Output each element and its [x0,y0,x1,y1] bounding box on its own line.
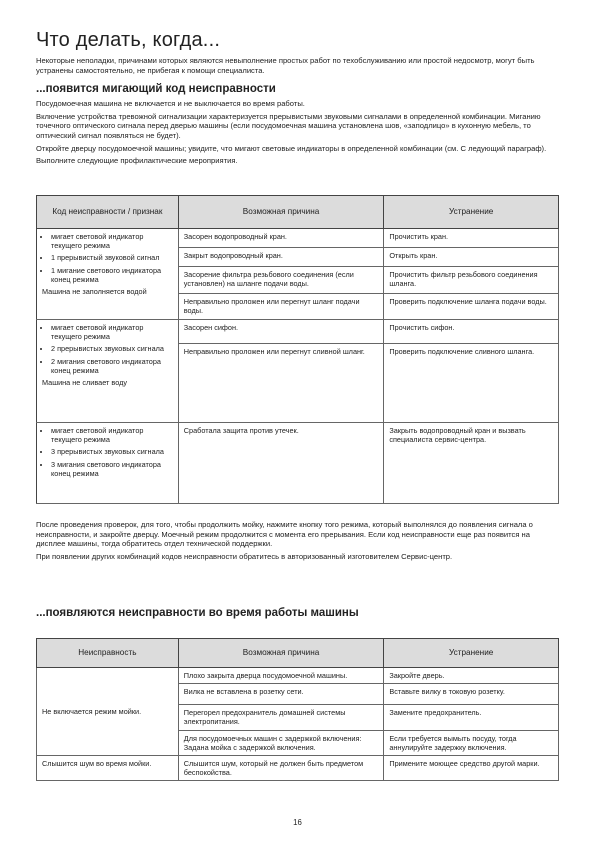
table1-header-code: Код неисправности / признак [37,196,179,229]
cause-cell: Перегорел предохранитель домашней системы электропитания. [178,705,384,730]
table2-header-fault: Неисправность [37,639,179,668]
page-title: Что делать, когда... [36,29,221,51]
remedy-cell: Закрыть водопроводный кран и вызвать специалиста сервис-центра. [384,423,559,504]
symptom-item: • мигает световой индикатор текущего режима [51,232,173,250]
cause-cell: Для посудомоечных машин с задержкой включения: Задана мойка с задержкой включения. [178,730,384,755]
section1-paragraph-4: Выполните следующие профилактические мероприятия. [36,156,238,166]
table-row [37,423,559,504]
remedy-cell: Проверить подключение сливного шланга. [384,344,559,423]
remedy-cell: Примените моющее средство другой марки. [384,756,559,781]
table-row [37,320,559,344]
symptom-item: • 2 мигания светового индикатора конец режима [51,357,173,375]
fault-symptom-cell [37,423,179,504]
symptom-item: • 3 прерывистых звуковых сигнала [51,447,173,456]
page-number: 16 [293,818,302,827]
fault-cell: Не включается режим мойки. [37,668,179,756]
symptom-item: • мигает световой индикатор текущего режима [51,323,173,341]
fault-symptom-cell [37,320,179,423]
fault-code-table [36,195,559,504]
cause-cell: Закрыт водопроводный кран. [178,248,384,267]
remedy-cell: Открыть кран. [384,248,559,267]
table2-header-remedy: Устранение [384,639,559,668]
after-table-paragraph-1: После проведения проверок, для того, чтобы продолжить мойку, нажмите кнопку того режима, который выполнялся до появления сигнала о неисправности, и закройте дверцу. Моечный режим продолжится с момента его прерывания. Если код неисправности еще раз появится на дисплее машины, тогда обратитесь отдел технической поддержки. [36,520,533,549]
table-row [37,668,559,684]
remedy-cell: Прочистить фильтр резьбового соединения шланга. [384,267,559,294]
remedy-cell: Проверить подключение шланга подачи воды. [384,293,559,320]
cause-cell: Засорен сифон. [178,320,384,344]
symptom-item: • мигает световой индикатор текущего режима [51,426,173,444]
cause-cell: Засорен водопроводный кран. [178,229,384,248]
section1-paragraph-3: Откройте дверцу посудомоечной машины; увидите, что мигают световые индикаторы в определенной комбинации (см. С ледующий параграф). [36,143,547,153]
symptom-item: • 2 прерывистых звуковых сигнала [51,344,173,353]
remedy-cell: Прочистить сифон. [384,320,559,344]
symptom-note: Машина не сливает воду [42,378,127,388]
cause-cell: Засорение фильтра резьбового соединения (если установлен) на шланге подачи воды. [178,267,384,294]
symptom-note: Машина не заполняется водой [42,287,147,297]
table1-header-cause: Возможная причина [178,196,384,229]
cause-cell: Неправильно проложен или перегнут шланг подачи воды. [178,293,384,320]
section1-heading: ...появится мигающий код неисправности [36,83,276,96]
fault-cell: Слышится шум во время мойки. [37,756,179,781]
cause-cell: Неправильно проложен или перегнут сливной шланг. [178,344,384,423]
cause-cell: Сработала защита против утечек. [178,423,384,504]
cause-cell: Плохо закрыта дверца посудомоечной машины. [178,668,384,684]
operation-faults-table [36,638,559,781]
cause-cell: Слышится шум, который не должен быть предметом беспокойства. [178,756,384,781]
intro-text: Некоторые неполадки, причинами которых являются невыполнение простых работ по техобслуживанию или простой недосмотр, могут быть устранены самостоятельно, не прибегая к помощи специалиста. [36,56,535,75]
section1-paragraph-2: Включение устройства тревожной сигнализации характеризуется прерывистыми звуковыми сигналами в определенной комбинации. Миганию точечного оптического сигнала перед дверью машины (если посудомоечная машина установлена шов, «заподлицо» в кухонную мебель, то оптический сигнал появляться не будет). [36,111,541,140]
remedy-cell: Закройте дверь. [384,668,559,684]
table2-header-cause: Возможная причина [178,639,384,668]
remedy-cell: Прочистить кран. [384,229,559,248]
table-row [37,756,559,781]
fault-symptom-cell [37,229,179,320]
table1-header-remedy: Устранение [384,196,559,229]
section1-paragraph-1: Посудомоечная машина не включается и не выключается во время работы. [36,99,305,109]
table-row [37,229,559,248]
symptom-item: • 1 прерывистый звуковой сигнал [51,253,173,262]
after-table-paragraph-2: При появлении других комбинаций кодов неисправности обратитесь в авторизованный изготовителем Сервис-центр. [36,551,453,561]
remedy-cell: Вставьте вилку в токовую розетку. [384,684,559,705]
section2-heading: ...появляются неисправности во время работы машины [36,607,359,619]
remedy-cell: Замените предохранитель. [384,705,559,730]
cause-cell: Вилка не вставлена в розетку сети. [178,684,384,705]
symptom-item: • 1 мигание светового индикатора конец режима [51,266,173,284]
remedy-cell: Если требуется вымыть посуду, тогда аннулируйте задержку включения. [384,730,559,755]
symptom-item: • 3 мигания светового индикатора конец режима [51,460,173,478]
